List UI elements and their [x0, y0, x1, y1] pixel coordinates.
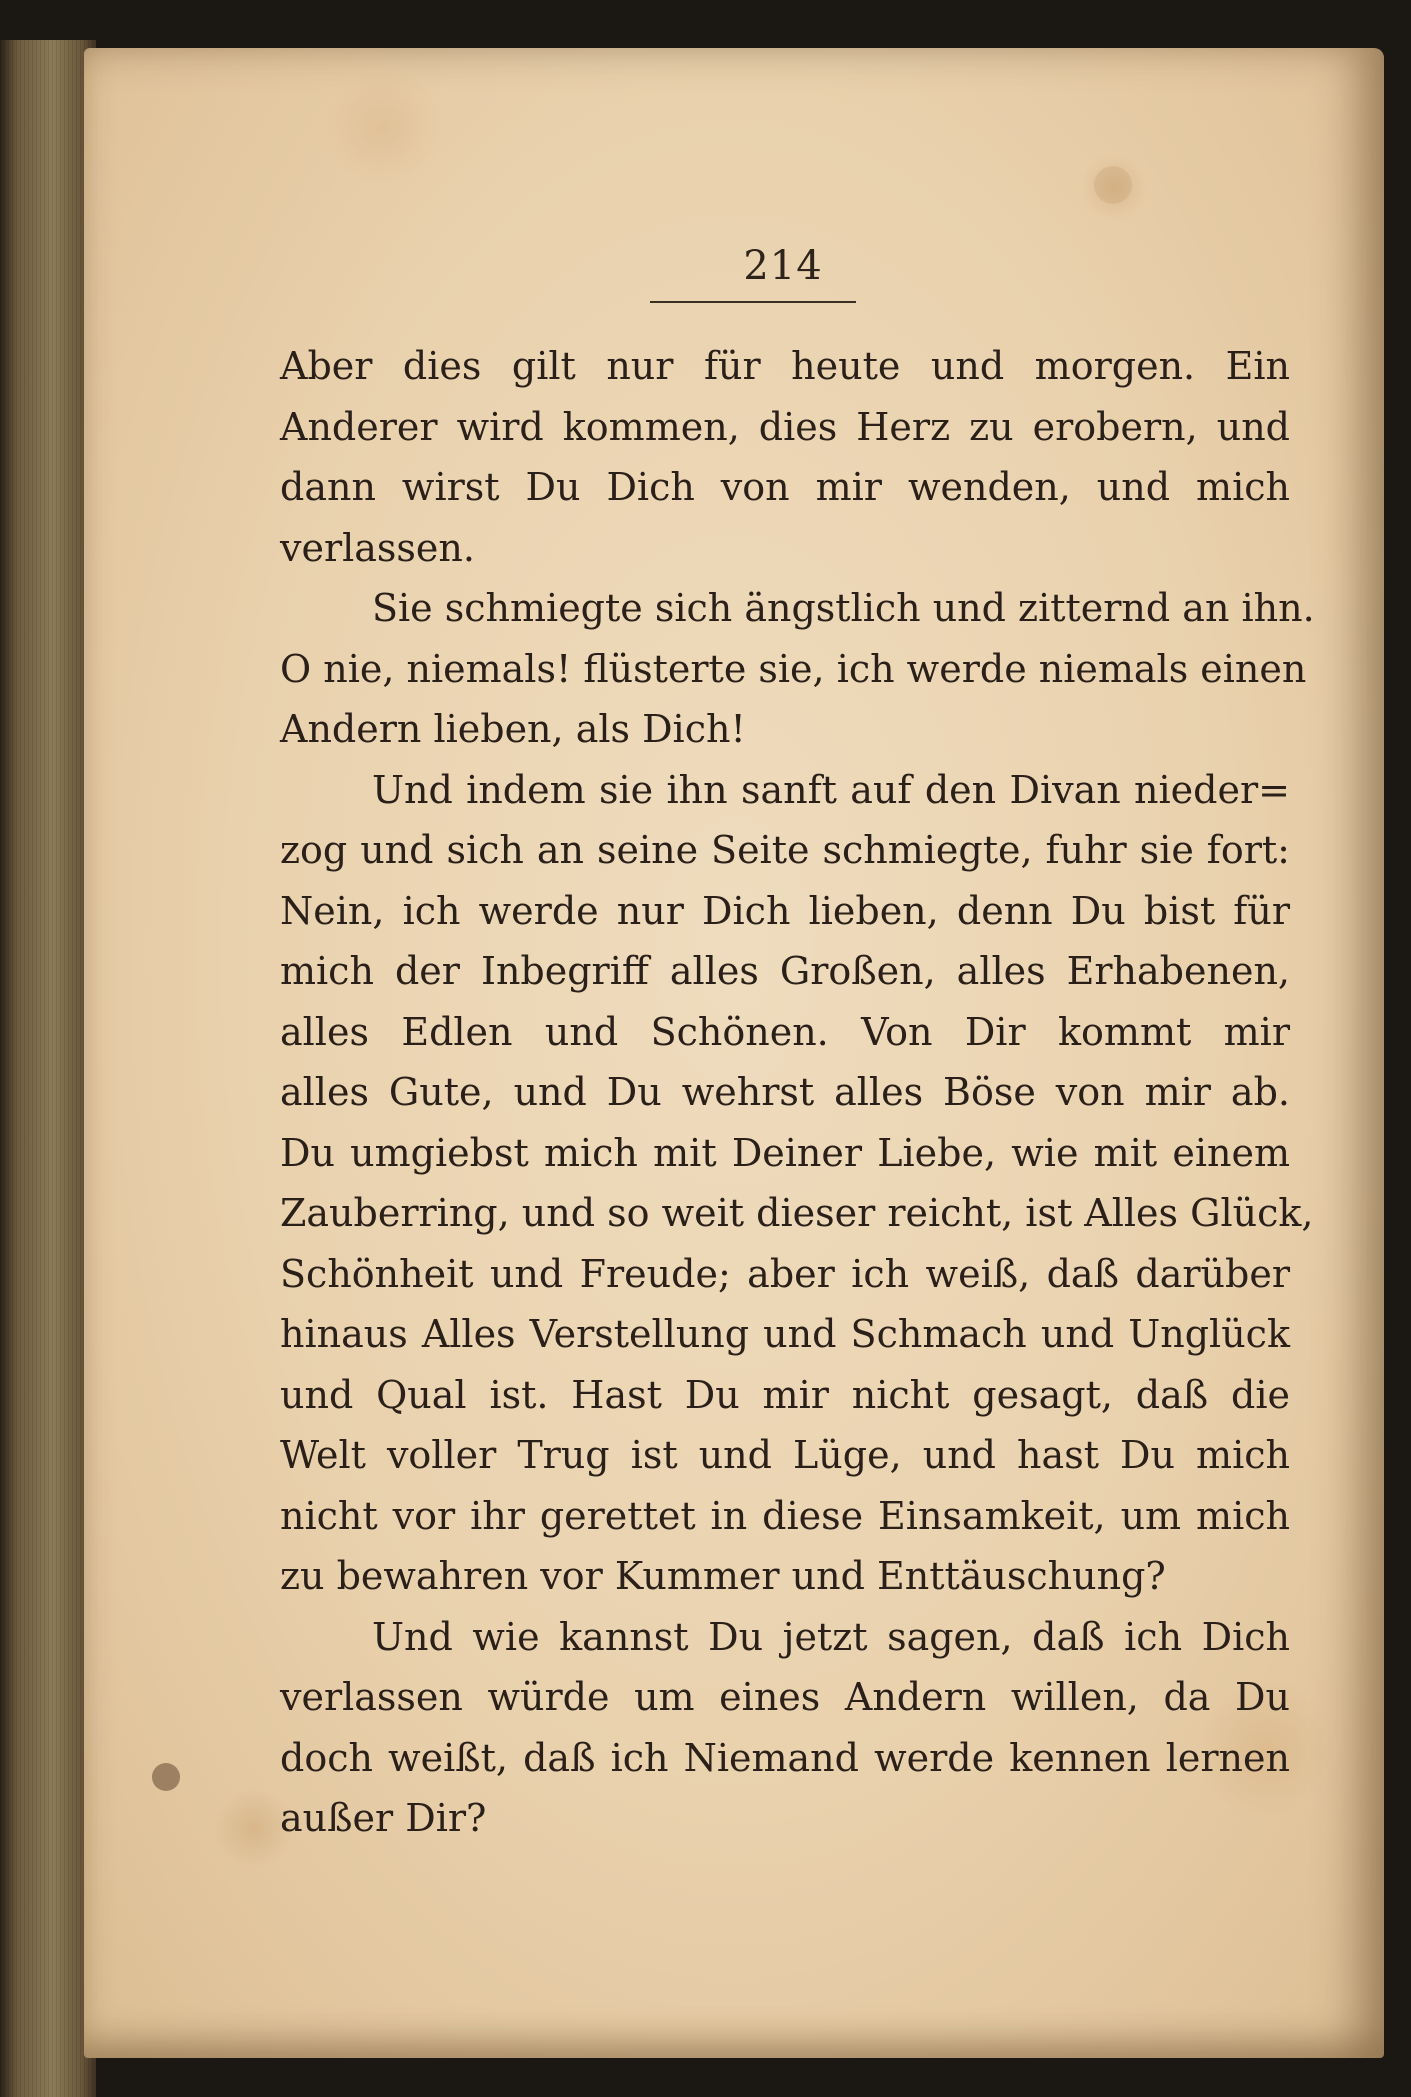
- text-line: Nein, ich werde nur Dich lieben, denn Du bist für: [280, 888, 1290, 933]
- paragraph-3: [280, 760, 1314, 1607]
- text-line: hinaus Alles Verstellung und Schmach und Unglück: [280, 1312, 1290, 1356]
- stain: [1094, 166, 1132, 204]
- text-line: Schönheit und Freude; aber ich weiß, daß darüber: [280, 1251, 1290, 1296]
- header-rule: [650, 301, 856, 303]
- paragraph-2: [280, 578, 1315, 760]
- text-line: Welt voller Trug ist und Lüge, und hast Du mich: [280, 1433, 1290, 1477]
- text-line: außer Dir?: [280, 1796, 487, 1840]
- paragraph-1: [280, 336, 1290, 578]
- text-line: Zauberring, und so weit dieser reicht, ist Alles Glück,: [280, 1191, 1314, 1235]
- book-page-edges: [0, 40, 96, 2097]
- page-sheet: [84, 48, 1384, 2058]
- text-line: O nie, niemals! flüsterte sie, ich werde niemals einen: [280, 646, 1307, 691]
- text-line: verlassen würde um eines Andern willen, da Du: [280, 1675, 1290, 1719]
- page-number: 214: [743, 243, 823, 289]
- text-line: verlassen.: [280, 525, 475, 570]
- text-line: Sie schmiegte sich ängstlich und zitternd an ihn.: [372, 586, 1315, 630]
- text-line: zog und sich an seine Seite schmiegte, fuhr sie fort:: [280, 828, 1290, 872]
- text-line: Aber dies gilt nur für heute und morgen. Ein: [280, 344, 1290, 388]
- text-line: nicht vor ihr gerettet in diese Einsamkeit, um mich: [280, 1493, 1290, 1538]
- text-line: alles Edlen und Schönen. Von Dir kommt mir: [280, 1009, 1290, 1054]
- text-line: Und wie kannst Du jetzt sagen, daß ich Dich: [372, 1614, 1290, 1659]
- text-line: alles Gute, und Du wehrst alles Böse von mir ab.: [280, 1070, 1290, 1114]
- text-line: dann wirst Du Dich von mir wenden, und mich: [280, 465, 1290, 509]
- stain: [152, 1763, 180, 1791]
- paragraph-4: [280, 1607, 1290, 1849]
- text-line: Du umgiebst mich mit Deiner Liebe, wie mit einem: [280, 1130, 1290, 1175]
- text-line: und Qual ist. Hast Du mir nicht gesagt, daß die: [280, 1372, 1290, 1417]
- body-text: [280, 336, 1315, 1849]
- text-line: mich der Inbegriff alles Großen, alles Erhabenen,: [280, 949, 1290, 993]
- text-line: Und indem sie ihn sanft auf den Divan nieder=: [372, 767, 1290, 812]
- text-line: Andern lieben, als Dich!: [280, 707, 746, 751]
- text-line: Anderer wird kommen, dies Herz zu erobern, und: [280, 404, 1290, 449]
- text-line: zu bewahren vor Kummer und Enttäuschung?: [280, 1554, 1166, 1598]
- text-line: doch weißt, daß ich Niemand werde kennen lernen: [280, 1735, 1290, 1780]
